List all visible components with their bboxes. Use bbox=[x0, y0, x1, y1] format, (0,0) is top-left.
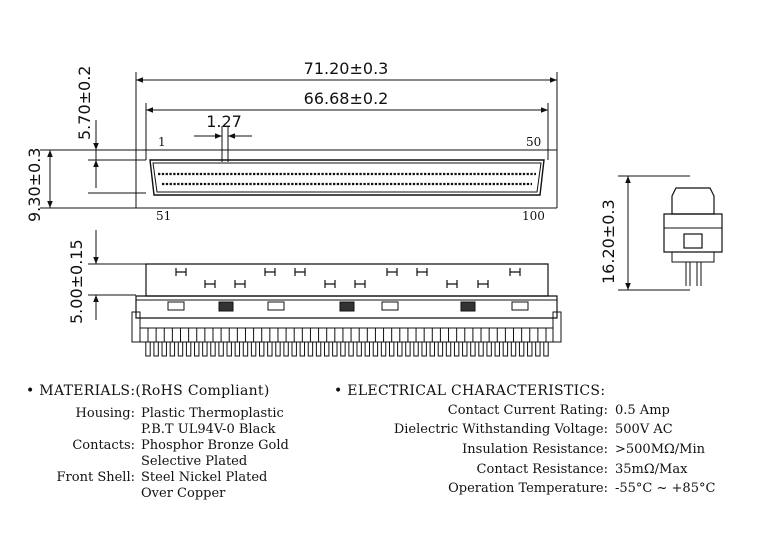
contacts-label: Contacts: bbox=[72, 438, 135, 453]
solder-pin bbox=[357, 342, 361, 356]
solder-pin bbox=[389, 342, 393, 356]
solder-pin bbox=[227, 342, 231, 356]
dim-pitch-label: 1.27 bbox=[206, 112, 242, 131]
solder-pin bbox=[365, 342, 369, 356]
solder-pin bbox=[300, 342, 304, 356]
contacts-line-2: Selective Plated bbox=[141, 454, 248, 469]
electrical-table bbox=[330, 403, 750, 503]
d-sub-face bbox=[150, 160, 544, 195]
contact-resistance-label: Contact Resistance: bbox=[476, 462, 608, 477]
solder-pin bbox=[284, 342, 288, 356]
solder-pin bbox=[292, 342, 296, 356]
current-rating-label: Contact Current Rating: bbox=[447, 403, 608, 418]
solder-pin bbox=[195, 342, 199, 356]
solder-pin bbox=[406, 342, 410, 356]
dim-end-height-label: 16.20±0.3 bbox=[599, 199, 618, 284]
solder-pin bbox=[446, 342, 450, 356]
solder-pin bbox=[146, 342, 150, 356]
contacts-line-1: Phosphor Bronze Gold bbox=[141, 438, 289, 453]
solder-pin bbox=[219, 342, 223, 356]
housing-line-2: P.B.T UL94V-0 Black bbox=[141, 422, 276, 437]
solder-pin bbox=[511, 342, 515, 356]
solder-pin bbox=[487, 342, 491, 356]
solder-pin bbox=[211, 342, 215, 356]
contact-resistance-value: 35mΩ/Max bbox=[615, 462, 688, 477]
solder-pin bbox=[235, 342, 239, 356]
solder-pin bbox=[341, 342, 345, 356]
solder-pin bbox=[528, 342, 532, 356]
solder-pin bbox=[454, 342, 458, 356]
solder-pin bbox=[381, 342, 385, 356]
solder-pin bbox=[463, 342, 467, 356]
solder-pin bbox=[276, 342, 280, 356]
solder-pin bbox=[316, 342, 320, 356]
pin-50-label: 50 bbox=[526, 135, 542, 149]
electrical-heading: • ELECTRICAL CHARACTERISTICS: bbox=[334, 383, 606, 399]
solder-pin bbox=[308, 342, 312, 356]
solder-pin bbox=[414, 342, 418, 356]
solder-pin bbox=[324, 342, 328, 356]
materials-heading: • MATERIALS:(RoHS Compliant) bbox=[26, 383, 270, 399]
solder-pin bbox=[422, 342, 426, 356]
solder-pin bbox=[203, 342, 207, 356]
solder-pin bbox=[178, 342, 182, 356]
front-shell-label: Front Shell: bbox=[56, 470, 135, 485]
end-view bbox=[618, 176, 722, 290]
solder-pin bbox=[349, 342, 353, 356]
current-rating-value: 0.5 Amp bbox=[615, 403, 670, 418]
dielectric-voltage-label: Dielectric Withstanding Voltage: bbox=[393, 422, 608, 437]
pin-100-label: 100 bbox=[522, 209, 545, 223]
dim-flange-label: 5.70±0.2 bbox=[75, 65, 94, 140]
pin-1-label: 1 bbox=[158, 135, 166, 149]
solder-pin bbox=[186, 342, 190, 356]
top-view bbox=[40, 72, 557, 208]
solder-pin bbox=[251, 342, 255, 356]
housing-line-1: Plastic Thermoplastic bbox=[141, 406, 284, 421]
dim-overall-label: 71.20±0.3 bbox=[303, 59, 389, 78]
solder-pin bbox=[243, 342, 247, 356]
dim-inner-label: 66.68±0.2 bbox=[303, 89, 389, 108]
solder-pin bbox=[268, 342, 272, 356]
solder-pin bbox=[430, 342, 434, 356]
solder-pin bbox=[170, 342, 174, 356]
solder-pin bbox=[333, 342, 337, 356]
operating-temperature-label: Operation Temperature: bbox=[448, 481, 608, 496]
solder-pin bbox=[438, 342, 442, 356]
solder-pin bbox=[495, 342, 499, 356]
materials-table bbox=[0, 406, 340, 506]
housing-label: Housing: bbox=[75, 406, 135, 421]
pin-51-label: 51 bbox=[156, 209, 172, 223]
solder-pin bbox=[373, 342, 377, 356]
solder-pin bbox=[260, 342, 264, 356]
side-view bbox=[88, 230, 561, 356]
insulation-resistance-value: >500MΩ/Min bbox=[615, 442, 706, 457]
solder-pin bbox=[503, 342, 507, 356]
insulation-resistance-label: Insulation Resistance: bbox=[462, 442, 608, 457]
solder-pin bbox=[536, 342, 540, 356]
front-shell-line-1: Steel Nickel Plated bbox=[141, 470, 268, 485]
solder-pin bbox=[544, 342, 548, 356]
solder-pin bbox=[471, 342, 475, 356]
solder-pin bbox=[162, 342, 166, 356]
operating-temperature-value: -55°C ~ +85°C bbox=[615, 481, 716, 496]
solder-pin bbox=[154, 342, 158, 356]
dim-offset-label: 5.00±0.15 bbox=[67, 239, 86, 324]
dim-height-label: 9.30±0.3 bbox=[25, 147, 44, 222]
solder-pin bbox=[398, 342, 402, 356]
solder-pin bbox=[479, 342, 483, 356]
dielectric-voltage-value: 500V AC bbox=[615, 422, 673, 437]
front-shell-line-2: Over Copper bbox=[141, 486, 226, 501]
solder-pin bbox=[519, 342, 523, 356]
